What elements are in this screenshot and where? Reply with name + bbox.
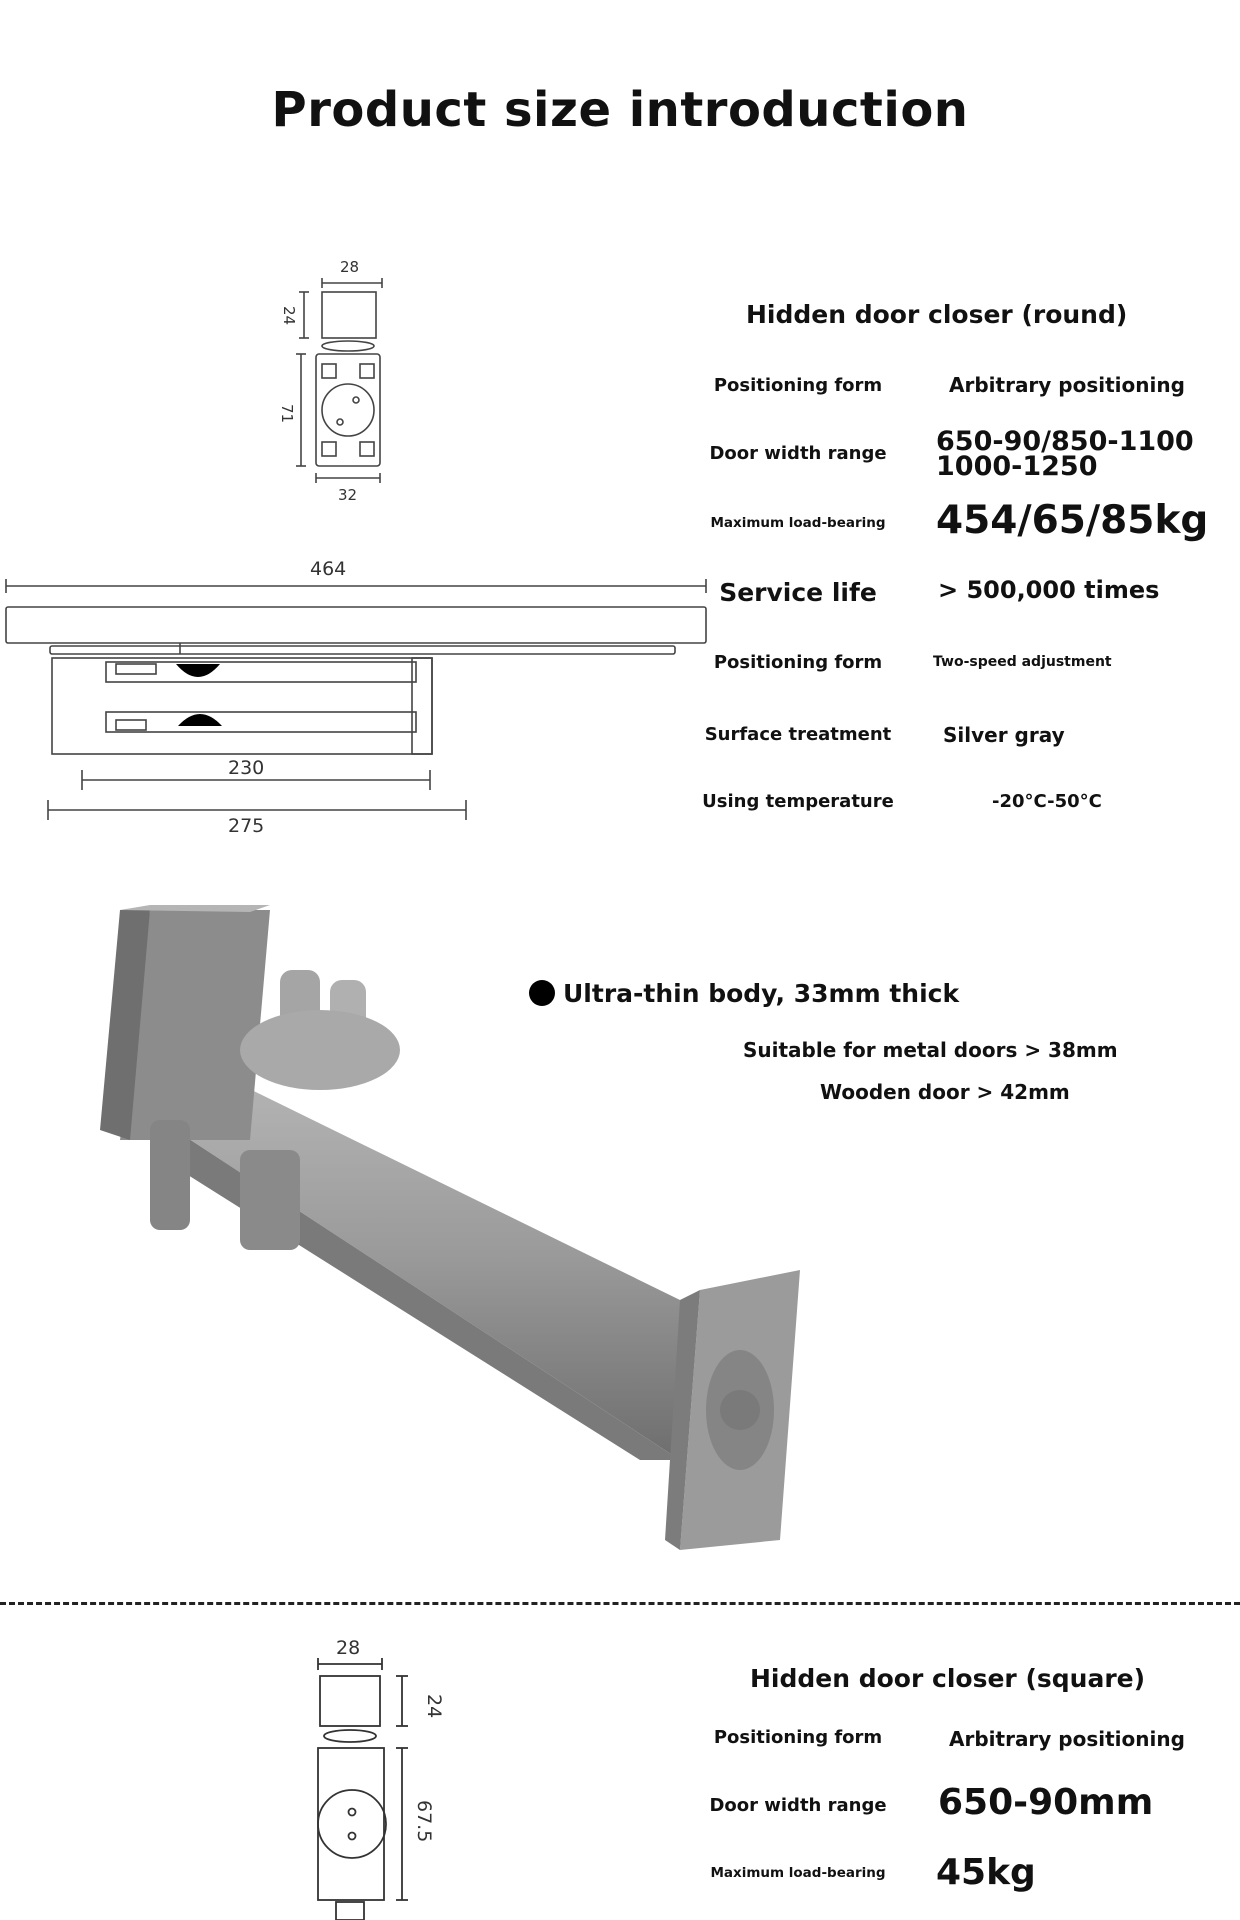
round-spec-value: 454/65/85kg — [936, 498, 1209, 543]
round-spec-label: Using temperature — [702, 791, 894, 812]
feature-main — [529, 979, 959, 1008]
round-spec-label: Maximum load-bearing — [710, 515, 886, 531]
page-title: Product size introduction — [271, 82, 969, 138]
dim-round-outer: 275 — [228, 815, 265, 837]
round-spec-heading: Hidden door closer (round) — [746, 300, 1128, 329]
square-spec-label: Door width range — [709, 1795, 887, 1816]
round-spec-label: Positioning form — [713, 375, 883, 396]
round-spec-value: 650-90/850-1100 1000-1250 — [936, 426, 1194, 482]
dim-round-top-width: 28 — [340, 258, 360, 276]
round-spec-label: Positioning form — [713, 652, 883, 673]
dim-round-inner: 230 — [228, 757, 265, 779]
dim-round-length: 464 — [310, 558, 347, 580]
round-spec-value: Two-speed adjustment — [933, 654, 1112, 670]
round-spec-label: Door width range — [709, 443, 887, 464]
section-divider — [0, 1602, 1240, 1605]
round-spec-label: Surface treatment — [704, 724, 892, 745]
dim-round-top-height: 24 — [280, 306, 298, 326]
round-closer-dimension-drawing — [0, 250, 720, 850]
square-spec-heading: Hidden door closer (square) — [750, 1664, 1146, 1693]
square-spec-value: Arbitrary positioning — [949, 1727, 1185, 1751]
round-spec-value: Arbitrary positioning — [949, 373, 1185, 397]
round-spec-label: Service life — [719, 578, 877, 607]
square-spec-label: Maximum load-bearing — [710, 1865, 886, 1881]
dim-round-bottom-width: 32 — [338, 486, 358, 504]
square-spec-label: Positioning form — [713, 1727, 883, 1748]
dim-square-body-height: 67.5 — [413, 1800, 435, 1843]
square-spec-value: 45kg — [936, 1852, 1036, 1893]
feature-main-text: Ultra-thin body, 33mm thick — [563, 979, 960, 1008]
feature-wooden-doors: Wooden door > 42mm — [820, 1080, 1070, 1104]
dim-round-body-height: 71 — [278, 404, 296, 424]
bullet-dot-icon — [529, 980, 555, 1006]
round-spec-value: -20°C-50°C — [992, 791, 1102, 812]
square-closer-dimension-drawing — [290, 1630, 470, 1920]
dim-square-top-height: 24 — [423, 1694, 445, 1719]
round-spec-value: Silver gray — [943, 723, 1065, 747]
dim-square-top-width: 28 — [336, 1637, 361, 1659]
feature-metal-doors: Suitable for metal doors > 38mm — [743, 1038, 1118, 1062]
round-spec-value: > 500,000 times — [938, 576, 1160, 604]
square-spec-value: 650-90mm — [938, 1782, 1154, 1823]
